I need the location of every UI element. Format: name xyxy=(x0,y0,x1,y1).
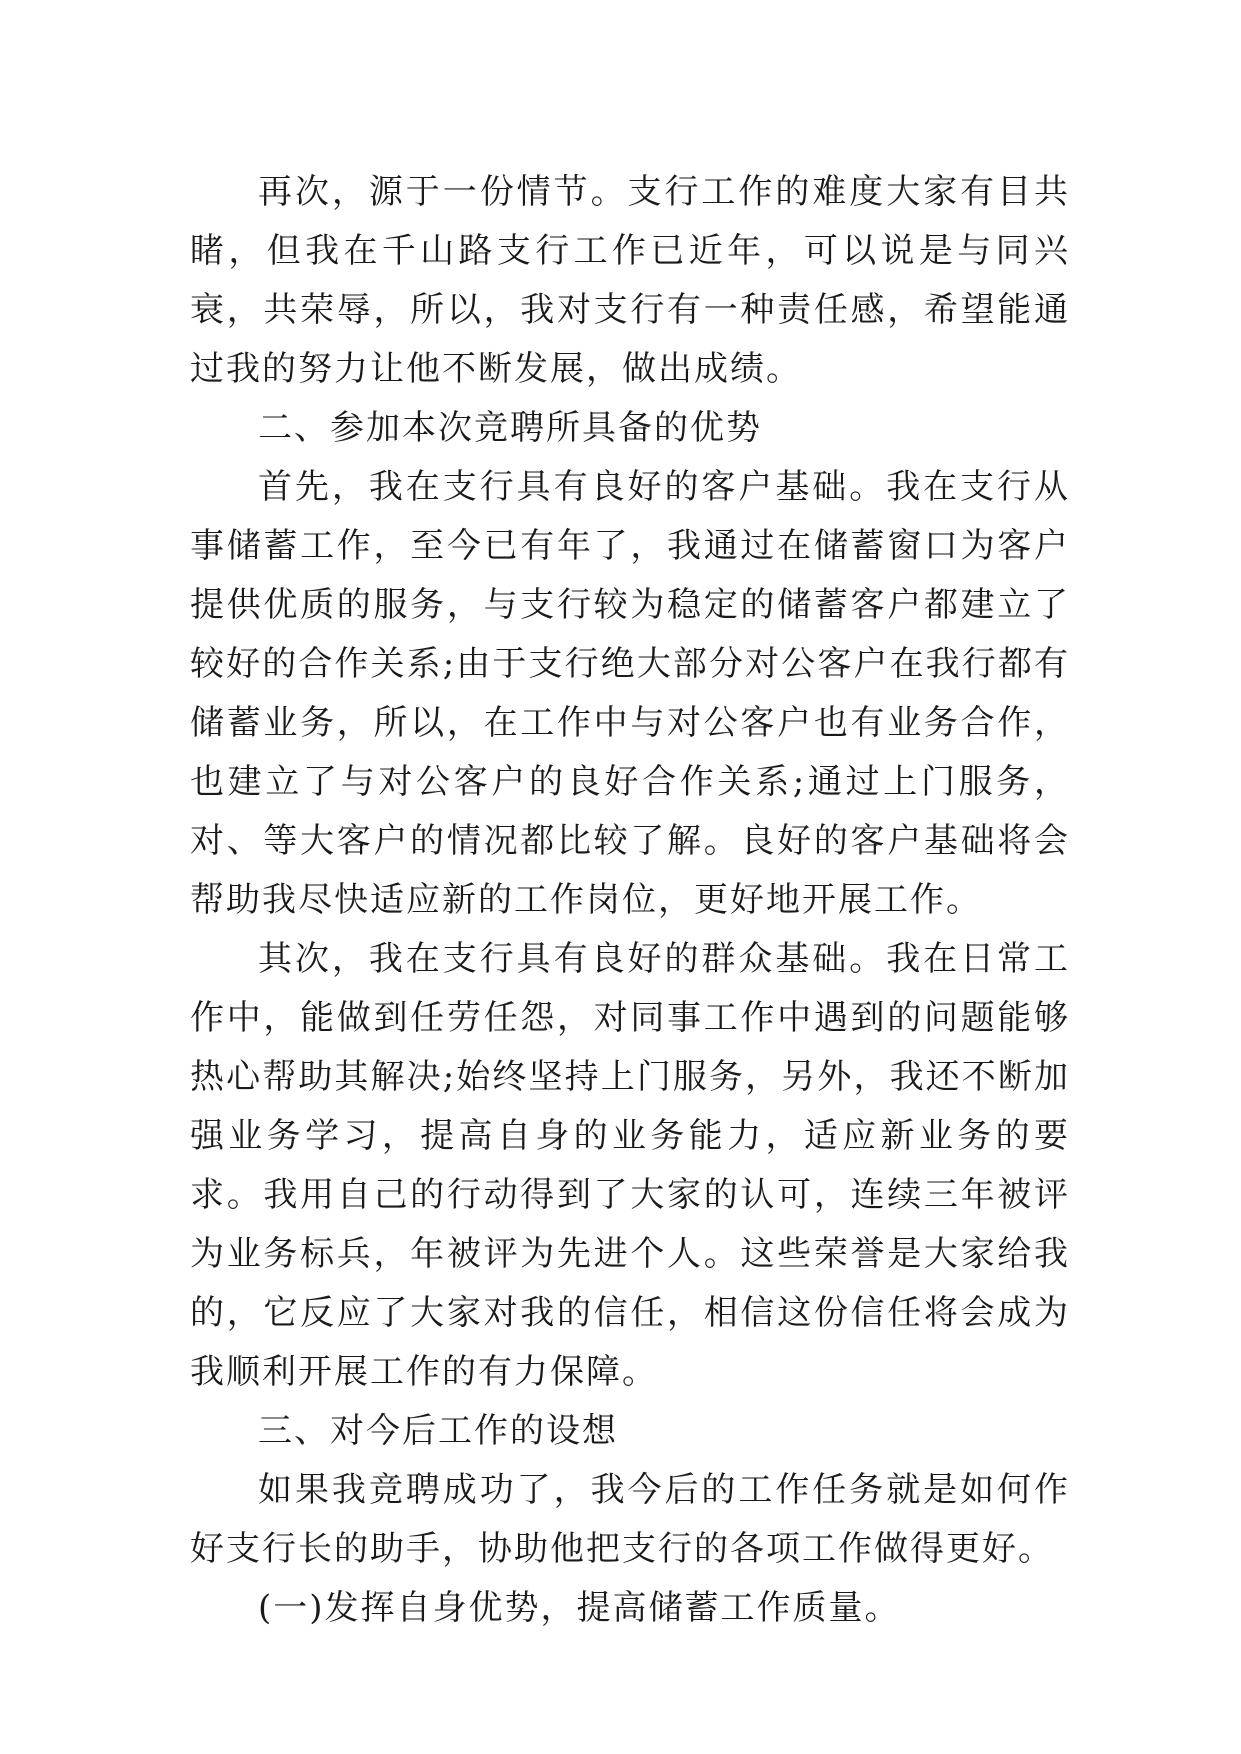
paragraph-work-tasks: 如果我竞聘成功了，我今后的工作任务就是如何作好支行长的助手，协助他把支行的各项工作做得更好。 xyxy=(190,1470,1070,1569)
section-heading-advantages: 二、参加本次竞聘所具备的优势 xyxy=(258,408,762,448)
paragraph-mass-base: 其次，我在支行具有良好的群众基础。我在日常工作中，能做到任劳任怨，对同事工作中遇到的问题能够热心帮助其解决;始终坚持上门服务，另外，我还不断加强业务学习，提高自身的业务能力，适应新业务的要求。我用自己的行动得到了大家的认可，连续三年被评为业务标兵，年被评为先进个人。这些荣誉是大家给我的，它反应了大家对我的信任，相信这份信任将会成为我顺利开展工作的有力保障。 xyxy=(190,939,1070,1392)
subheading-savings-quality: (一)发挥自身优势，提高储蓄工作质量。 xyxy=(258,1588,901,1628)
section-heading-future-plans: 三、对今后工作的设想 xyxy=(258,1411,618,1451)
paragraph-customer-base: 首先，我在支行具有良好的客户基础。我在支行从事储蓄工作，至今已有年了，我通过在储蓄窗口为客户提供优质的服务，与支行较为稳定的储蓄客户都建立了较好的合作关系;由于支行绝大部分对公客户在我行都有储蓄业务，所以，在工作中与对公客户也有业务合作，也建立了与对公客户的良好合作关系;通过上门服务，对、等大客户的情况都比较了解。良好的客户基础将会帮助我尽快适应新的工作岗位，更好地开展工作。 xyxy=(190,467,1070,920)
document-body xyxy=(190,163,1070,1638)
paragraph-sentiment: 再次，源于一份情节。支行工作的难度大家有目共睹，但我在千山路支行工作已近年，可以说是与同兴衰，共荣辱，所以，我对支行有一种责任感，希望能通过我的努力让他不断发展，做出成绩。 xyxy=(190,172,1070,389)
